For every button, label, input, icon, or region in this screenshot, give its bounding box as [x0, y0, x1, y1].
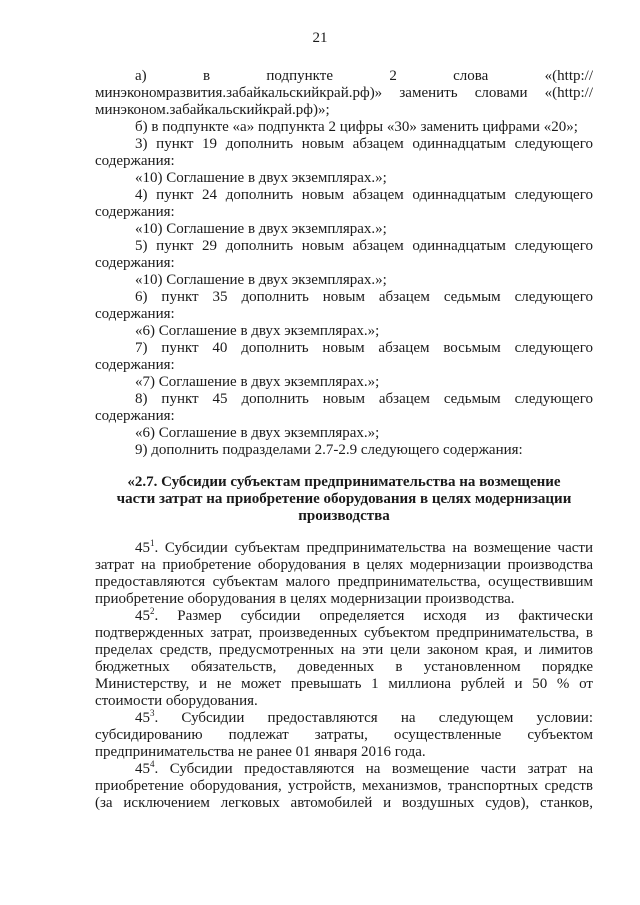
- amendment-a: а) в подпункте 2 слова «(http://минэкономразвития.забайкальскийкрай.рф)» заменить словами «(http://минэконом.забайкальскийкрай.рф)»;: [95, 68, 593, 118]
- amendment-5-text: «10) Соглашение в двух экземплярах.»;: [135, 272, 387, 288]
- amendment-4: 4) пункт 24 дополнить новым абзацем одиннадцатым следующего содержания:: [95, 187, 593, 220]
- clause-45-1: [95, 540, 593, 608]
- clause-text: . Субсидии предоставляются на следующем условии: субсидированию подлежат затраты, осуществленные субъектом предпринимательства не ранее 01 января 2016 года.: [95, 710, 593, 760]
- amendment-5: 5) пункт 29 дополнить новым абзацем одиннадцатым следующего содержания:: [95, 238, 593, 271]
- amendment-4-text: «10) Соглашение в двух экземплярах.»;: [135, 221, 387, 237]
- clause-number: 45: [135, 540, 150, 556]
- clause-superscript: 3: [150, 708, 155, 718]
- clause-45-4: [95, 761, 593, 812]
- clause-text: . Субсидии субъектам предпринимательства на возмещение части затрат на приобретение оборудования в целях модернизации производства предоставляются субъектам малого предпринимательства, осуществившим приобретение оборудования в целях модернизации производства.: [95, 540, 593, 607]
- amendment-9: 9) дополнить подразделами 2.7-2.9 следующего содержания:: [135, 442, 523, 458]
- amendment-3-text: «10) Соглашение в двух экземплярах.»;: [135, 170, 387, 186]
- document-body: [95, 68, 593, 812]
- clause-number: 45: [135, 710, 150, 726]
- amendment-8: 8) пункт 45 дополнить новым абзацем седьмым следующего содержания:: [95, 391, 593, 424]
- amendment-7: 7) пункт 40 дополнить новым абзацем восьмым следующего содержания:: [95, 340, 593, 373]
- amendment-8-text: «6) Соглашение в двух экземплярах.»;: [135, 425, 380, 441]
- clause-superscript: 4: [150, 759, 155, 769]
- section-heading-line-1: «2.7. Субсидии субъектам предпринимательства на возмещение: [127, 474, 561, 490]
- amendment-b: б) в подпункте «а» подпункта 2 цифры «30» заменить цифрами «20»;: [135, 119, 578, 135]
- amendment-3: 3) пункт 19 дополнить новым абзацем одиннадцатым следующего содержания:: [95, 136, 593, 169]
- clause-45-3: [95, 710, 593, 761]
- section-heading: [95, 474, 593, 525]
- clause-text: . Размер субсидии определяется исходя из фактически подтвержденных затрат, произведенных субъектом предпринимательства, в пределах средств, предусмотренных на эти цели законом края, и лимитов бюджетных обязательств, доведенных в установленном порядке Министерству, и не может превышать 1 миллиона рублей и 50 % от стоимости оборудования.: [95, 608, 593, 709]
- clause-superscript: 2: [150, 606, 155, 616]
- clause-number: 45: [135, 608, 150, 624]
- section-heading-line-2: части затрат на приобретение оборудования в целях модернизации: [116, 491, 572, 507]
- section-heading-line-3: производства: [298, 508, 390, 524]
- clause-number: 45: [135, 761, 150, 777]
- clause-45-2: [95, 608, 593, 710]
- clause-superscript: 1: [150, 538, 155, 548]
- clause-text: . Субсидии предоставляются на возмещение части затрат на приобретение оборудования, устройств, механизмов, транспортных средств (за исключением легковых автомобилей и воздушных судов), станков,: [95, 761, 593, 811]
- amendment-6: 6) пункт 35 дополнить новым абзацем седьмым следующего содержания:: [95, 289, 593, 322]
- amendment-7-text: «7) Соглашение в двух экземплярах.»;: [135, 374, 380, 390]
- page-number: 21: [312, 30, 328, 46]
- amendment-6-text: «6) Соглашение в двух экземплярах.»;: [135, 323, 380, 339]
